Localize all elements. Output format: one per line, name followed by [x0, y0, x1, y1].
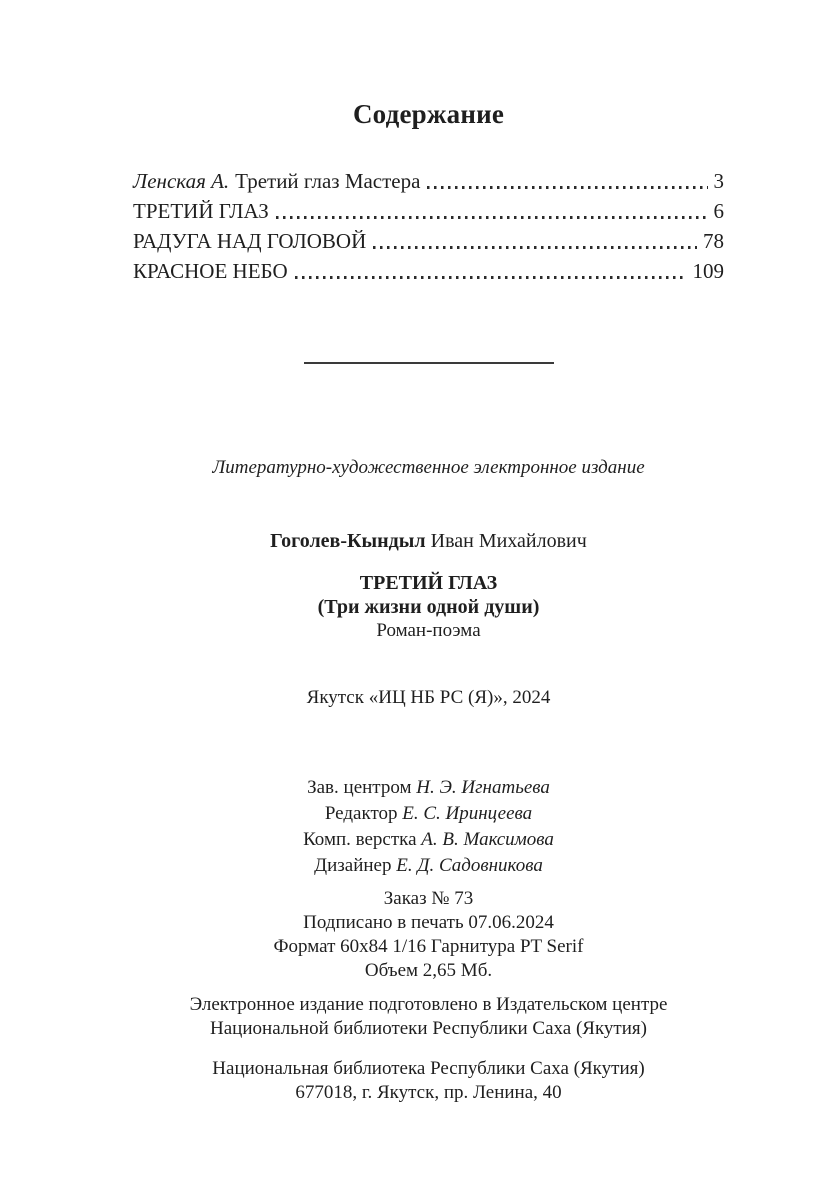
publisher-address-line: Национальная библиотека Республики Саха (Якутия)	[212, 1058, 645, 1079]
print-signed-line: Подписано в печать 07.06.2024	[303, 912, 554, 933]
toc-entry-label: ТРЕТИЙ ГЛАЗ	[133, 199, 269, 223]
toc-entry-label: КРАСНОЕ НЕБО	[133, 259, 288, 283]
toc-entry	[133, 256, 724, 286]
book-title-block	[133, 571, 724, 643]
print-order-line: Заказ № 73	[383, 888, 474, 909]
staff-role: Комп. верстка	[303, 829, 417, 850]
book-title: ТРЕТИЙ ГЛАЗ	[359, 572, 498, 594]
toc-entry-author: Ленская А.	[133, 169, 230, 193]
print-info	[133, 887, 724, 983]
toc-page-number: 3	[713, 169, 724, 193]
toc-entry-label: Третий глаз Мастера	[235, 169, 421, 193]
toc-leader-dots	[427, 186, 707, 189]
toc-page-number: 109	[692, 259, 724, 283]
print-format-line: Формат 60х84 1/16 Гарнитура PT Serif	[273, 936, 584, 957]
staff-line	[133, 775, 724, 801]
toc-leader-dots	[295, 276, 687, 279]
toc-page-number: 6	[713, 199, 724, 223]
staff-name: Н. Э. Игнатьева	[416, 777, 550, 798]
imprint-line: Якутск «ИЦ НБ РС (Я)», 2024	[306, 687, 551, 708]
staff-role: Зав. центром	[307, 777, 412, 798]
publisher-note-line: Национальной библиотеки Республики Саха (Якутия)	[210, 1018, 647, 1039]
staff-line	[133, 801, 724, 827]
book-genre: Роман-поэма	[376, 620, 481, 641]
toc-entry	[133, 196, 724, 226]
toc-page-number: 78	[703, 229, 724, 253]
staff-credits	[133, 775, 724, 879]
publisher-address	[133, 1057, 724, 1105]
staff-line	[133, 827, 724, 853]
publisher-address-line: 677018, г. Якутск, пр. Ленина, 40	[295, 1082, 562, 1103]
staff-name: Е. Д. Садовникова	[396, 855, 543, 876]
staff-line	[133, 853, 724, 879]
edition-type-line: Литературно-художественное электронное издание	[212, 457, 645, 478]
toc-entry	[133, 166, 724, 196]
publisher-note	[133, 993, 724, 1041]
section-divider	[304, 362, 554, 364]
staff-name: Е. С. Иринцеева	[402, 803, 533, 824]
publisher-note-line: Электронное издание подготовлено в Издательском центре	[189, 994, 668, 1015]
table-of-contents	[133, 166, 724, 286]
author-name-line	[133, 529, 724, 553]
print-volume-line: Объем 2,65 Мб.	[364, 960, 493, 981]
page-title: Содержание	[352, 99, 505, 129]
book-subtitle: (Три жизни одной души)	[317, 596, 540, 618]
staff-name: А. В. Максимова	[421, 829, 554, 850]
toc-entry-label: РАДУГА НАД ГОЛОВОЙ	[133, 229, 367, 253]
toc-leader-dots	[276, 216, 708, 219]
staff-role: Редактор	[324, 803, 398, 824]
staff-role: Дизайнер	[314, 855, 392, 876]
author-surname: Гоголев-Кындыл	[270, 530, 426, 552]
author-given-names: Иван Михайлович	[430, 530, 587, 552]
toc-leader-dots	[373, 246, 697, 249]
toc-entry	[133, 226, 724, 256]
